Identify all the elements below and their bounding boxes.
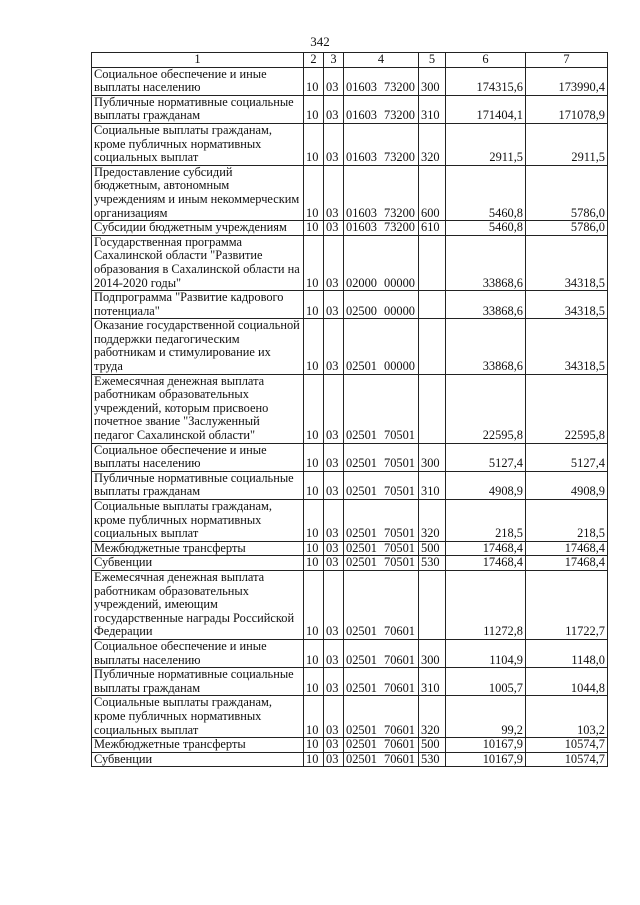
- amount-col-6: 33868,6: [446, 319, 526, 374]
- amount-col-6: 5127,4: [446, 443, 526, 471]
- expense-type-code: [419, 319, 446, 374]
- amount-col-6: 17468,4: [446, 556, 526, 571]
- amount-col-7: 173990,4: [526, 67, 608, 95]
- budget-item-name: Социальное обеспечение и иные выплаты населению: [92, 67, 304, 95]
- budget-item-name: Субвенции: [92, 556, 304, 571]
- column-number-header: [92, 53, 608, 68]
- target-article-code: [344, 696, 419, 738]
- target-article-program-code: 01603: [346, 80, 377, 95]
- table-row: [92, 374, 608, 443]
- expense-type-code: [419, 374, 446, 443]
- table-row: [92, 123, 608, 165]
- amount-col-6: 218,5: [446, 500, 526, 542]
- section-code: 10: [304, 235, 324, 290]
- target-article-program-code: 02501: [346, 555, 377, 570]
- target-article-direction-code: 70601: [384, 752, 415, 766]
- subsection-code: 03: [324, 67, 344, 95]
- section-code: 10: [304, 165, 324, 220]
- expense-type-code: 300: [419, 443, 446, 471]
- target-article-direction-code: 70501: [384, 526, 415, 541]
- header-col-3: 3: [324, 53, 344, 68]
- table-row: [92, 291, 608, 319]
- amount-col-7: 1148,0: [526, 639, 608, 667]
- table-row: [92, 235, 608, 290]
- target-article-code: [344, 165, 419, 220]
- section-code: 10: [304, 471, 324, 499]
- target-article-direction-code: 00000: [384, 275, 415, 290]
- amount-col-6: 10167,9: [446, 752, 526, 767]
- target-article-program-code: 02501: [346, 359, 377, 374]
- subsection-code: 03: [324, 556, 344, 571]
- amount-col-6: 4908,9: [446, 471, 526, 499]
- target-article-program-code: 02501: [346, 722, 377, 737]
- table-row: [92, 165, 608, 220]
- header-col-5: 5: [419, 53, 446, 68]
- amount-col-7: 2911,5: [526, 123, 608, 165]
- target-article-code: [344, 668, 419, 696]
- amount-col-6: 171404,1: [446, 95, 526, 123]
- table-row: [92, 556, 608, 571]
- header-col-7: 7: [526, 53, 608, 68]
- target-article-code: [344, 235, 419, 290]
- target-article-program-code: 02501: [346, 680, 377, 695]
- target-article-direction-code: 70501: [384, 484, 415, 499]
- amount-col-6: 174315,6: [446, 67, 526, 95]
- expense-type-code: 600: [419, 165, 446, 220]
- budget-item-name: Межбюджетные трансферты: [92, 738, 304, 753]
- budget-item-name: Субвенции: [92, 752, 304, 767]
- table-row: [92, 696, 608, 738]
- target-article-program-code: 02501: [346, 456, 377, 471]
- section-code: 10: [304, 221, 324, 236]
- amount-col-6: 11272,8: [446, 570, 526, 639]
- target-article-program-code: 01603: [346, 108, 377, 123]
- target-article-direction-code: 73200: [384, 108, 415, 123]
- target-article-direction-code: 73200: [384, 220, 415, 235]
- target-article-program-code: 01603: [346, 220, 377, 235]
- budget-item-name: Подпрограмма "Развитие кадрового потенциала": [92, 291, 304, 319]
- section-code: 10: [304, 319, 324, 374]
- expense-type-code: 500: [419, 738, 446, 753]
- section-code: 10: [304, 95, 324, 123]
- section-code: 10: [304, 752, 324, 767]
- section-code: 10: [304, 639, 324, 667]
- amount-col-6: 1005,7: [446, 668, 526, 696]
- amount-col-6: 2911,5: [446, 123, 526, 165]
- budget-item-name: Социальные выплаты гражданам, кроме публичных нормативных социальных выплат: [92, 500, 304, 542]
- amount-col-7: 5786,0: [526, 221, 608, 236]
- target-article-code: [344, 541, 419, 556]
- target-article-direction-code: 73200: [384, 80, 415, 95]
- target-article-direction-code: 00000: [384, 359, 415, 374]
- amount-col-6: 33868,6: [446, 235, 526, 290]
- target-article-program-code: 02500: [346, 303, 377, 318]
- subsection-code: 03: [324, 443, 344, 471]
- amount-col-6: 10167,9: [446, 738, 526, 753]
- table-row: [92, 95, 608, 123]
- target-article-code: [344, 95, 419, 123]
- target-article-direction-code: 70501: [384, 541, 415, 555]
- amount-col-7: 10574,7: [526, 752, 608, 767]
- expense-type-code: 300: [419, 67, 446, 95]
- table-row: [92, 668, 608, 696]
- section-code: 10: [304, 738, 324, 753]
- target-article-program-code: 02501: [346, 624, 377, 639]
- subsection-code: 03: [324, 639, 344, 667]
- amount-col-7: 17468,4: [526, 541, 608, 556]
- subsection-code: 03: [324, 696, 344, 738]
- expense-type-code: [419, 291, 446, 319]
- section-code: 10: [304, 500, 324, 542]
- subsection-code: 03: [324, 668, 344, 696]
- expense-type-code: 320: [419, 500, 446, 542]
- amount-col-7: 10574,7: [526, 738, 608, 753]
- target-article-program-code: 02501: [346, 484, 377, 499]
- subsection-code: 03: [324, 221, 344, 236]
- table-row: [92, 738, 608, 753]
- target-article-program-code: 02501: [346, 541, 377, 555]
- table-row: [92, 570, 608, 639]
- expense-type-code: 310: [419, 471, 446, 499]
- section-code: 10: [304, 291, 324, 319]
- section-code: 10: [304, 570, 324, 639]
- section-code: 10: [304, 123, 324, 165]
- expense-type-code: 610: [419, 221, 446, 236]
- subsection-code: 03: [324, 165, 344, 220]
- budget-item-name: Предоставление субсидий бюджетным, автономным учреждениям и иным некоммерческим организациям: [92, 165, 304, 220]
- amount-col-6: 1104,9: [446, 639, 526, 667]
- expense-type-code: 530: [419, 556, 446, 571]
- target-article-direction-code: 73200: [384, 150, 415, 165]
- subsection-code: 03: [324, 500, 344, 542]
- amount-col-7: 22595,8: [526, 374, 608, 443]
- table-row: [92, 500, 608, 542]
- section-code: 10: [304, 443, 324, 471]
- budget-item-name: Государственная программа Сахалинской области "Развитие образования в Сахалинской области на 2014-2020 годы": [92, 235, 304, 290]
- subsection-code: 03: [324, 235, 344, 290]
- target-article-direction-code: 70501: [384, 555, 415, 570]
- budget-item-name: Социальные выплаты гражданам, кроме публичных нормативных социальных выплат: [92, 696, 304, 738]
- amount-col-7: 218,5: [526, 500, 608, 542]
- expense-type-code: 320: [419, 696, 446, 738]
- section-code: 10: [304, 556, 324, 571]
- target-article-program-code: 02501: [346, 652, 377, 667]
- amount-col-6: 5460,8: [446, 165, 526, 220]
- subsection-code: 03: [324, 291, 344, 319]
- amount-col-7: 1044,8: [526, 668, 608, 696]
- amount-col-7: 17468,4: [526, 556, 608, 571]
- header-col-1: 1: [92, 53, 304, 68]
- amount-col-7: 103,2: [526, 696, 608, 738]
- target-article-program-code: 01603: [346, 150, 377, 165]
- target-article-code: [344, 738, 419, 753]
- budget-item-name: Социальное обеспечение и иные выплаты населению: [92, 639, 304, 667]
- amount-col-6: 17468,4: [446, 541, 526, 556]
- expense-type-code: [419, 570, 446, 639]
- amount-col-7: 4908,9: [526, 471, 608, 499]
- target-article-direction-code: 70601: [384, 737, 415, 752]
- table-row: [92, 639, 608, 667]
- section-code: 10: [304, 696, 324, 738]
- target-article-program-code: 02501: [346, 526, 377, 541]
- header-col-6: 6: [446, 53, 526, 68]
- budget-item-name: Межбюджетные трансферты: [92, 541, 304, 556]
- amount-col-7: 171078,9: [526, 95, 608, 123]
- budget-item-name: Социальные выплаты гражданам, кроме публичных нормативных социальных выплат: [92, 123, 304, 165]
- budget-item-name: Публичные нормативные социальные выплаты гражданам: [92, 95, 304, 123]
- target-article-code: [344, 67, 419, 95]
- amount-col-7: 34318,5: [526, 235, 608, 290]
- expense-type-code: 310: [419, 668, 446, 696]
- amount-col-6: 22595,8: [446, 374, 526, 443]
- page-number: 342: [310, 34, 330, 49]
- expense-type-code: 320: [419, 123, 446, 165]
- amount-col-7: 11722,7: [526, 570, 608, 639]
- target-article-direction-code: 00000: [384, 303, 415, 318]
- target-article-direction-code: 70601: [384, 722, 415, 737]
- expense-type-code: 500: [419, 541, 446, 556]
- amount-col-7: 5127,4: [526, 443, 608, 471]
- budget-item-name: Публичные нормативные социальные выплаты гражданам: [92, 668, 304, 696]
- budget-item-name: Оказание государственной социальной поддержки педагогическим работникам и стимулирование их труда: [92, 319, 304, 374]
- table-row: [92, 471, 608, 499]
- table-row: [92, 319, 608, 374]
- amount-col-6: 5460,8: [446, 221, 526, 236]
- target-article-code: [344, 443, 419, 471]
- table-row: [92, 67, 608, 95]
- target-article-code: [344, 556, 419, 571]
- subsection-code: 03: [324, 319, 344, 374]
- header-col-2: 2: [304, 53, 324, 68]
- amount-col-6: 33868,6: [446, 291, 526, 319]
- target-article-code: [344, 500, 419, 542]
- amount-col-7: 5786,0: [526, 165, 608, 220]
- target-article-program-code: 02501: [346, 428, 377, 443]
- section-code: 10: [304, 374, 324, 443]
- target-article-direction-code: 70601: [384, 680, 415, 695]
- subsection-code: 03: [324, 123, 344, 165]
- target-article-code: [344, 570, 419, 639]
- target-article-direction-code: 70601: [384, 652, 415, 667]
- budget-item-name: Ежемесячная денежная выплата работникам образовательных учреждений, которым присвоено почетное звание "Заслуженный педагог Сахалинской области": [92, 374, 304, 443]
- target-article-code: [344, 639, 419, 667]
- expense-type-code: 530: [419, 752, 446, 767]
- expense-type-code: 310: [419, 95, 446, 123]
- budget-table: [91, 52, 608, 767]
- amount-col-7: 34318,5: [526, 319, 608, 374]
- budget-item-name: Публичные нормативные социальные выплаты гражданам: [92, 471, 304, 499]
- table-row: [92, 221, 608, 236]
- target-article-code: [344, 123, 419, 165]
- subsection-code: 03: [324, 541, 344, 556]
- amount-col-6: 99,2: [446, 696, 526, 738]
- target-article-direction-code: 70501: [384, 428, 415, 443]
- expense-type-code: 300: [419, 639, 446, 667]
- table-row: [92, 752, 608, 767]
- target-article-program-code: 02501: [346, 737, 377, 752]
- subsection-code: 03: [324, 752, 344, 767]
- subsection-code: 03: [324, 738, 344, 753]
- budget-item-name: Субсидии бюджетным учреждениям: [92, 221, 304, 236]
- target-article-program-code: 02000: [346, 275, 377, 290]
- target-article-code: [344, 319, 419, 374]
- target-article-code: [344, 221, 419, 236]
- subsection-code: 03: [324, 570, 344, 639]
- target-article-direction-code: 70601: [384, 624, 415, 639]
- section-code: 10: [304, 541, 324, 556]
- header-col-4: 4: [344, 53, 419, 68]
- budget-item-name: Социальное обеспечение и иные выплаты населению: [92, 443, 304, 471]
- subsection-code: 03: [324, 471, 344, 499]
- target-article-code: [344, 471, 419, 499]
- budget-item-name: Ежемесячная денежная выплата работникам образовательных учреждений, имеющим государственные награды Российской Федерации: [92, 570, 304, 639]
- amount-col-7: 34318,5: [526, 291, 608, 319]
- target-article-direction-code: 70501: [384, 456, 415, 471]
- expense-type-code: [419, 235, 446, 290]
- target-article-program-code: 02501: [346, 752, 377, 766]
- subsection-code: 03: [324, 374, 344, 443]
- target-article-code: [344, 374, 419, 443]
- target-article-code: [344, 291, 419, 319]
- target-article-code: [344, 752, 419, 767]
- section-code: 10: [304, 67, 324, 95]
- section-code: 10: [304, 668, 324, 696]
- subsection-code: 03: [324, 95, 344, 123]
- table-row: [92, 443, 608, 471]
- target-article-direction-code: 73200: [384, 205, 415, 220]
- target-article-program-code: 01603: [346, 205, 377, 220]
- table-row: [92, 541, 608, 556]
